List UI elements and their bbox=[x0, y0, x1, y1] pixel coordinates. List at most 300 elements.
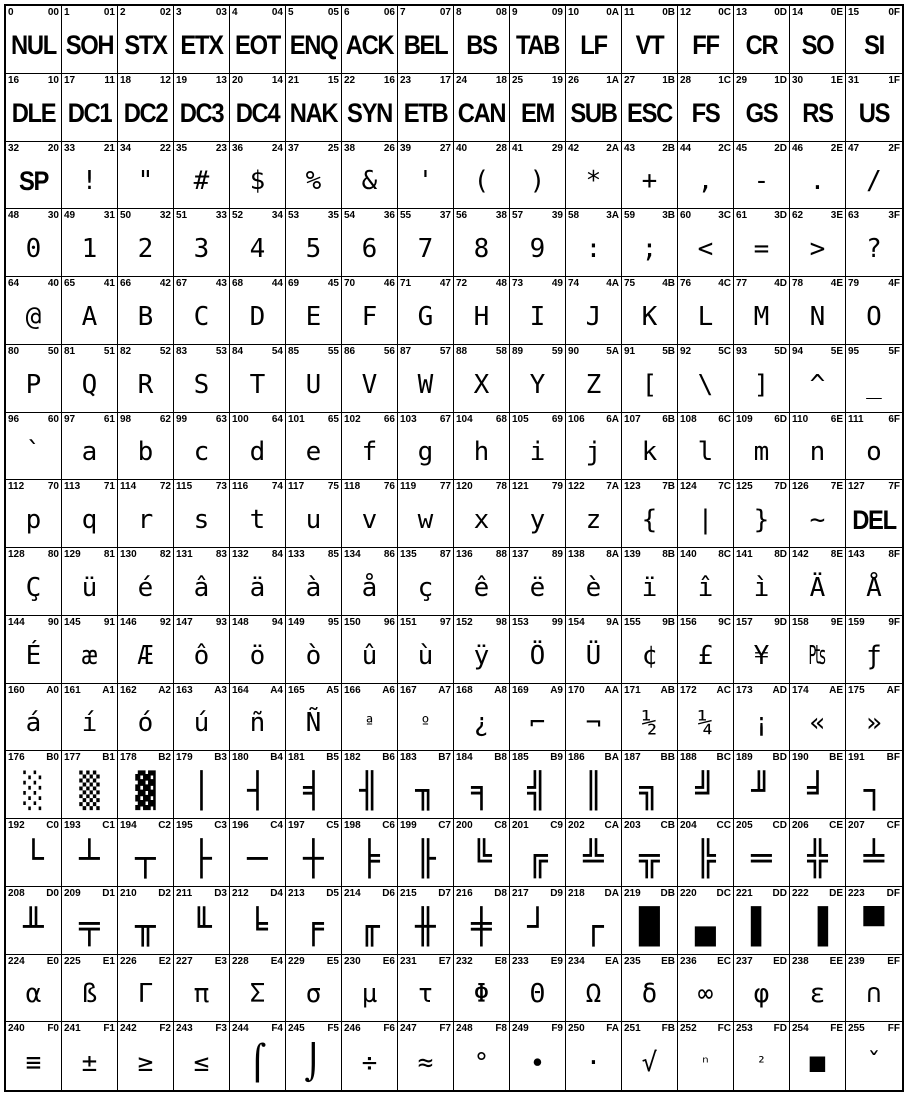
hex-code: 91 bbox=[103, 616, 115, 628]
char-cell-a2 bbox=[118, 684, 174, 752]
char-cell-e7 bbox=[398, 955, 454, 1023]
hex-code: 19 bbox=[551, 74, 563, 86]
char-cell-bb bbox=[622, 751, 678, 819]
character-glyph: z bbox=[585, 505, 602, 536]
hex-code: D3 bbox=[214, 887, 227, 899]
hex-code: BF bbox=[886, 752, 900, 764]
decimal-code: 31 bbox=[848, 74, 860, 86]
char-cell-fd bbox=[734, 1022, 790, 1090]
decimal-code: 146 bbox=[120, 616, 137, 628]
decimal-code: 249 bbox=[512, 1023, 529, 1035]
hex-code: BE bbox=[829, 752, 843, 764]
decimal-code: 102 bbox=[344, 413, 361, 425]
character-glyph: í bbox=[81, 708, 98, 739]
char-cell-8a bbox=[566, 548, 622, 616]
decimal-code: 74 bbox=[568, 278, 580, 289]
character-glyph: å bbox=[361, 572, 378, 603]
hex-code: 3C bbox=[718, 210, 731, 222]
hex-code: 2F bbox=[888, 142, 900, 154]
decimal-code: 7 bbox=[400, 7, 406, 18]
char-cell-ad bbox=[734, 684, 790, 752]
hex-code: 9F bbox=[888, 616, 900, 628]
hex-code: 30 bbox=[47, 210, 59, 222]
character-glyph: ╤ bbox=[79, 906, 100, 947]
decimal-code: 185 bbox=[512, 752, 529, 764]
char-cell-2f bbox=[846, 142, 902, 210]
decimal-code: 177 bbox=[64, 752, 81, 764]
character-glyph: ╫ bbox=[415, 906, 436, 947]
hex-code: 68 bbox=[495, 413, 507, 425]
char-cell-34 bbox=[230, 209, 286, 277]
decimal-code: 157 bbox=[736, 616, 753, 628]
character-glyph: Z bbox=[585, 369, 602, 400]
decimal-code: 128 bbox=[8, 549, 25, 560]
hex-code: 3E bbox=[830, 210, 843, 222]
hex-code: 57 bbox=[439, 345, 451, 357]
char-cell-9d bbox=[734, 616, 790, 684]
character-glyph: ╜ bbox=[751, 771, 772, 812]
decimal-code: 110 bbox=[792, 413, 809, 425]
character-glyph: ˇ bbox=[866, 1047, 882, 1078]
decimal-code: 244 bbox=[232, 1023, 249, 1035]
decimal-code: 81 bbox=[64, 345, 76, 357]
decimal-code: 26 bbox=[568, 74, 580, 86]
character-glyph: P bbox=[25, 369, 42, 400]
character-glyph: 7 bbox=[417, 234, 434, 265]
hex-code: 34 bbox=[271, 210, 283, 222]
hex-code: 97 bbox=[439, 616, 451, 628]
char-cell-e1 bbox=[62, 955, 118, 1023]
decimal-code: 10 bbox=[568, 7, 580, 18]
character-glyph: N bbox=[809, 301, 826, 332]
control-code-label: SUB bbox=[570, 98, 617, 129]
decimal-code: 223 bbox=[848, 887, 865, 899]
character-glyph: Æ bbox=[137, 640, 154, 671]
decimal-code: 214 bbox=[344, 887, 361, 899]
character-glyph: ⌡ bbox=[303, 1042, 324, 1083]
decimal-code: 230 bbox=[344, 955, 361, 967]
char-cell-da bbox=[566, 887, 622, 955]
char-cell-50 bbox=[6, 345, 62, 413]
decimal-code: 61 bbox=[736, 210, 748, 222]
character-glyph: Ü bbox=[585, 640, 602, 671]
char-cell-3f bbox=[846, 209, 902, 277]
hex-code: 75 bbox=[327, 481, 339, 493]
char-cell-a7 bbox=[398, 684, 454, 752]
hex-code: 4C bbox=[718, 278, 731, 289]
hex-code: 6E bbox=[830, 413, 843, 425]
decimal-code: 82 bbox=[120, 345, 132, 357]
character-glyph: < bbox=[697, 234, 714, 265]
hex-code: 67 bbox=[439, 413, 451, 425]
char-cell-79 bbox=[510, 480, 566, 548]
hex-code: C7 bbox=[438, 820, 451, 831]
hex-code: A7 bbox=[438, 684, 451, 696]
character-glyph: Å bbox=[866, 572, 882, 603]
character-glyph: j bbox=[585, 437, 602, 468]
char-cell-4e bbox=[790, 277, 846, 345]
char-cell-47 bbox=[398, 277, 454, 345]
character-glyph: « bbox=[809, 708, 826, 739]
char-cell-1b bbox=[622, 74, 678, 142]
char-cell-16 bbox=[342, 74, 398, 142]
character-glyph: ½ bbox=[641, 708, 658, 739]
char-cell-57 bbox=[398, 345, 454, 413]
char-cell-ff bbox=[846, 1022, 902, 1090]
character-glyph: » bbox=[866, 708, 882, 739]
character-glyph: Ö bbox=[529, 640, 546, 671]
decimal-code: 2 bbox=[120, 7, 126, 18]
decimal-code: 198 bbox=[344, 820, 361, 831]
char-cell-02 bbox=[118, 6, 174, 74]
decimal-code: 236 bbox=[680, 955, 697, 967]
hex-code: 24 bbox=[271, 142, 283, 154]
decimal-code: 106 bbox=[568, 413, 585, 425]
char-cell-4d bbox=[734, 277, 790, 345]
character-glyph: _ bbox=[866, 369, 882, 400]
hex-code: AF bbox=[886, 684, 900, 696]
char-cell-a5 bbox=[286, 684, 342, 752]
decimal-code: 95 bbox=[848, 345, 860, 357]
hex-code: 4B bbox=[662, 278, 675, 289]
char-cell-c9 bbox=[510, 819, 566, 887]
hex-code: 8E bbox=[830, 549, 843, 560]
character-glyph: c bbox=[193, 437, 210, 468]
char-cell-11 bbox=[62, 74, 118, 142]
hex-code: 80 bbox=[47, 549, 59, 560]
character-glyph: ' bbox=[417, 166, 434, 197]
decimal-code: 92 bbox=[680, 345, 692, 357]
character-glyph: ≥ bbox=[137, 1047, 154, 1078]
char-cell-ea bbox=[566, 955, 622, 1023]
char-cell-a9 bbox=[510, 684, 566, 752]
hex-code: F6 bbox=[383, 1023, 395, 1035]
char-cell-e0 bbox=[6, 955, 62, 1023]
char-cell-40 bbox=[6, 277, 62, 345]
character-glyph: E bbox=[305, 301, 322, 332]
character-glyph: ╓ bbox=[359, 906, 380, 947]
character-glyph: 1 bbox=[81, 234, 98, 265]
hex-code: B0 bbox=[46, 752, 59, 764]
character-glyph: ? bbox=[866, 234, 882, 265]
char-cell-c5 bbox=[286, 819, 342, 887]
decimal-code: 109 bbox=[736, 413, 753, 425]
char-cell-f3 bbox=[174, 1022, 230, 1090]
character-glyph: * bbox=[585, 166, 602, 197]
control-code-label: BEL bbox=[403, 30, 448, 61]
hex-code: D5 bbox=[326, 887, 339, 899]
character-glyph: ≈ bbox=[417, 1047, 434, 1078]
character-glyph: ▒ bbox=[79, 771, 100, 812]
character-glyph: Γ bbox=[137, 979, 154, 1010]
char-cell-25 bbox=[286, 142, 342, 210]
hex-code: 4D bbox=[774, 278, 787, 289]
hex-code: 1E bbox=[830, 74, 843, 86]
char-cell-0a bbox=[566, 6, 622, 74]
char-cell-03 bbox=[174, 6, 230, 74]
hex-code: B4 bbox=[270, 752, 283, 764]
char-cell-1a bbox=[566, 74, 622, 142]
char-cell-83 bbox=[174, 548, 230, 616]
character-glyph: £ bbox=[697, 640, 714, 671]
hex-code: 2A bbox=[606, 142, 619, 154]
decimal-code: 168 bbox=[456, 684, 473, 696]
decimal-code: 39 bbox=[400, 142, 412, 154]
decimal-code: 101 bbox=[288, 413, 305, 425]
character-glyph: ░ bbox=[23, 771, 44, 812]
decimal-code: 171 bbox=[624, 684, 641, 696]
hex-code: FF bbox=[887, 1023, 900, 1035]
decimal-code: 51 bbox=[176, 210, 188, 222]
char-cell-70 bbox=[6, 480, 62, 548]
char-cell-64 bbox=[230, 413, 286, 481]
character-glyph: ╟ bbox=[415, 838, 436, 879]
decimal-code: 137 bbox=[512, 549, 529, 560]
char-cell-ec bbox=[678, 955, 734, 1023]
character-glyph: ≤ bbox=[193, 1047, 210, 1078]
char-cell-67 bbox=[398, 413, 454, 481]
character-glyph: / bbox=[866, 166, 882, 197]
decimal-code: 66 bbox=[120, 278, 132, 289]
decimal-code: 218 bbox=[568, 887, 585, 899]
char-cell-a1 bbox=[62, 684, 118, 752]
char-cell-19 bbox=[510, 74, 566, 142]
char-cell-9e bbox=[790, 616, 846, 684]
char-cell-cb bbox=[622, 819, 678, 887]
decimal-code: 87 bbox=[400, 345, 412, 357]
hex-code: 6F bbox=[888, 413, 900, 425]
decimal-code: 67 bbox=[176, 278, 188, 289]
char-cell-f7 bbox=[398, 1022, 454, 1090]
decimal-code: 16 bbox=[8, 74, 20, 86]
decimal-code: 59 bbox=[624, 210, 636, 222]
char-cell-98 bbox=[454, 616, 510, 684]
character-glyph: ╙ bbox=[191, 906, 212, 947]
character-glyph: K bbox=[641, 301, 658, 332]
decimal-code: 158 bbox=[792, 616, 809, 628]
char-cell-a8 bbox=[454, 684, 510, 752]
decimal-code: 84 bbox=[232, 345, 244, 357]
decimal-code: 237 bbox=[736, 955, 753, 967]
hex-code: A0 bbox=[46, 684, 59, 696]
character-glyph: > bbox=[809, 234, 826, 265]
character-glyph: δ bbox=[641, 979, 658, 1010]
char-cell-14 bbox=[230, 74, 286, 142]
decimal-code: 117 bbox=[288, 481, 305, 493]
decimal-code: 85 bbox=[288, 345, 300, 357]
decimal-code: 50 bbox=[120, 210, 132, 222]
decimal-code: 58 bbox=[568, 210, 580, 222]
decimal-code: 255 bbox=[848, 1023, 865, 1035]
char-cell-b2 bbox=[118, 751, 174, 819]
char-cell-68 bbox=[454, 413, 510, 481]
char-cell-bf bbox=[846, 751, 902, 819]
hex-code: 82 bbox=[159, 549, 171, 560]
char-cell-a3 bbox=[174, 684, 230, 752]
char-cell-1f bbox=[846, 74, 902, 142]
char-cell-78 bbox=[454, 480, 510, 548]
hex-code: 65 bbox=[327, 413, 339, 425]
char-cell-be bbox=[790, 751, 846, 819]
character-glyph: Ç bbox=[25, 572, 42, 603]
decimal-code: 127 bbox=[848, 481, 865, 493]
hex-code: C8 bbox=[494, 820, 507, 831]
character-glyph: ╬ bbox=[807, 838, 828, 879]
control-code-label: FS bbox=[691, 98, 720, 129]
char-cell-a0 bbox=[6, 684, 62, 752]
char-cell-80 bbox=[6, 548, 62, 616]
decimal-code: 13 bbox=[736, 7, 748, 18]
hex-code: 2E bbox=[830, 142, 843, 154]
character-glyph: ╛ bbox=[807, 771, 828, 812]
decimal-code: 29 bbox=[736, 74, 748, 86]
decimal-code: 200 bbox=[456, 820, 473, 831]
character-glyph: 5 bbox=[305, 234, 322, 265]
hex-code: FD bbox=[773, 1023, 787, 1035]
decimal-code: 196 bbox=[232, 820, 249, 831]
hex-code: 61 bbox=[103, 413, 115, 425]
character-glyph: ▓ bbox=[135, 771, 156, 812]
char-cell-81 bbox=[62, 548, 118, 616]
char-cell-bd bbox=[734, 751, 790, 819]
hex-code: 1C bbox=[718, 74, 731, 86]
decimal-code: 242 bbox=[120, 1023, 137, 1035]
hex-code: 78 bbox=[495, 481, 507, 493]
hex-code: 22 bbox=[159, 142, 171, 154]
character-glyph: B bbox=[137, 301, 154, 332]
char-cell-46 bbox=[342, 277, 398, 345]
control-code-label: FF bbox=[692, 30, 719, 61]
char-cell-7c bbox=[678, 480, 734, 548]
hex-code: 9B bbox=[662, 616, 675, 628]
hex-code: 49 bbox=[551, 278, 563, 289]
decimal-code: 24 bbox=[456, 74, 468, 86]
character-glyph: ² bbox=[756, 1052, 767, 1072]
hex-code: CE bbox=[829, 820, 843, 831]
char-cell-0c bbox=[678, 6, 734, 74]
hex-code: 72 bbox=[159, 481, 171, 493]
hex-code: B8 bbox=[494, 752, 507, 764]
hex-code: 69 bbox=[551, 413, 563, 425]
char-cell-fa bbox=[566, 1022, 622, 1090]
control-code-label: ETB bbox=[403, 98, 448, 129]
character-glyph: ╡ bbox=[303, 771, 324, 812]
character-glyph: ¼ bbox=[697, 708, 714, 739]
decimal-code: 205 bbox=[736, 820, 753, 831]
hex-code: 23 bbox=[215, 142, 227, 154]
character-glyph: º bbox=[420, 713, 431, 733]
decimal-code: 231 bbox=[400, 955, 417, 967]
hex-code: 52 bbox=[159, 345, 171, 357]
char-cell-35 bbox=[286, 209, 342, 277]
character-glyph: ì bbox=[753, 572, 770, 603]
hex-code: 33 bbox=[215, 210, 227, 222]
char-cell-fc bbox=[678, 1022, 734, 1090]
char-cell-1d bbox=[734, 74, 790, 142]
character-glyph: I bbox=[529, 301, 546, 332]
char-cell-6c bbox=[678, 413, 734, 481]
character-glyph: ╨ bbox=[23, 906, 44, 947]
char-cell-b3 bbox=[174, 751, 230, 819]
hex-code: 21 bbox=[103, 142, 115, 154]
hex-code: C0 bbox=[46, 820, 59, 831]
char-cell-ce bbox=[790, 819, 846, 887]
character-glyph: φ bbox=[753, 979, 770, 1010]
char-cell-49 bbox=[510, 277, 566, 345]
control-code-label: ACK bbox=[345, 30, 394, 61]
char-cell-07 bbox=[398, 6, 454, 74]
character-glyph: ┐ bbox=[863, 771, 885, 812]
char-cell-f5 bbox=[286, 1022, 342, 1090]
character-glyph: ╔ bbox=[527, 838, 548, 879]
character-glyph: µ bbox=[361, 979, 378, 1010]
char-cell-b5 bbox=[286, 751, 342, 819]
char-cell-09 bbox=[510, 6, 566, 74]
hex-code: 2B bbox=[662, 142, 675, 154]
hex-code: 36 bbox=[383, 210, 395, 222]
hex-code: 5D bbox=[774, 345, 787, 357]
hex-code: 8B bbox=[662, 549, 675, 560]
hex-code: D7 bbox=[438, 887, 451, 899]
hex-code: 0E bbox=[830, 7, 843, 18]
char-cell-62 bbox=[118, 413, 174, 481]
hex-code: 95 bbox=[327, 616, 339, 628]
character-glyph: w bbox=[417, 505, 434, 536]
control-code-label: SOH bbox=[65, 30, 114, 61]
hex-code: E2 bbox=[158, 955, 171, 967]
decimal-code: 206 bbox=[792, 820, 809, 831]
character-glyph: ñ bbox=[249, 708, 266, 739]
decimal-code: 99 bbox=[176, 413, 188, 425]
character-glyph: s bbox=[193, 505, 210, 536]
character-glyph: û bbox=[361, 640, 378, 671]
char-cell-97 bbox=[398, 616, 454, 684]
character-glyph: l bbox=[697, 437, 714, 468]
hex-code: CA bbox=[604, 820, 619, 831]
character-glyph: Σ bbox=[249, 979, 266, 1010]
char-cell-0e bbox=[790, 6, 846, 74]
decimal-code: 163 bbox=[176, 684, 193, 696]
character-glyph: ( bbox=[473, 166, 490, 197]
hex-code: C3 bbox=[214, 820, 227, 831]
decimal-code: 88 bbox=[456, 345, 468, 357]
hex-code: B5 bbox=[326, 752, 339, 764]
char-cell-bc bbox=[678, 751, 734, 819]
char-cell-f2 bbox=[118, 1022, 174, 1090]
decimal-code: 232 bbox=[456, 955, 473, 967]
character-glyph: b bbox=[137, 437, 154, 468]
control-code-label: DC2 bbox=[123, 98, 168, 129]
char-cell-2c bbox=[678, 142, 734, 210]
character-glyph: m bbox=[753, 437, 770, 468]
hex-code: 60 bbox=[47, 413, 59, 425]
hex-code: 03 bbox=[215, 7, 227, 18]
char-cell-05 bbox=[286, 6, 342, 74]
decimal-code: 57 bbox=[512, 210, 524, 222]
char-cell-ef bbox=[846, 955, 902, 1023]
decimal-code: 135 bbox=[400, 549, 417, 560]
control-code-label: CR bbox=[745, 30, 778, 61]
decimal-code: 213 bbox=[288, 887, 305, 899]
character-glyph: x bbox=[473, 505, 490, 536]
hex-code: 46 bbox=[383, 278, 395, 289]
decimal-code: 97 bbox=[64, 413, 76, 425]
decimal-code: 234 bbox=[568, 955, 585, 967]
decimal-code: 250 bbox=[568, 1023, 585, 1035]
character-glyph: ╢ bbox=[359, 771, 380, 812]
decimal-code: 112 bbox=[8, 481, 25, 493]
hex-code: 6B bbox=[662, 413, 675, 425]
